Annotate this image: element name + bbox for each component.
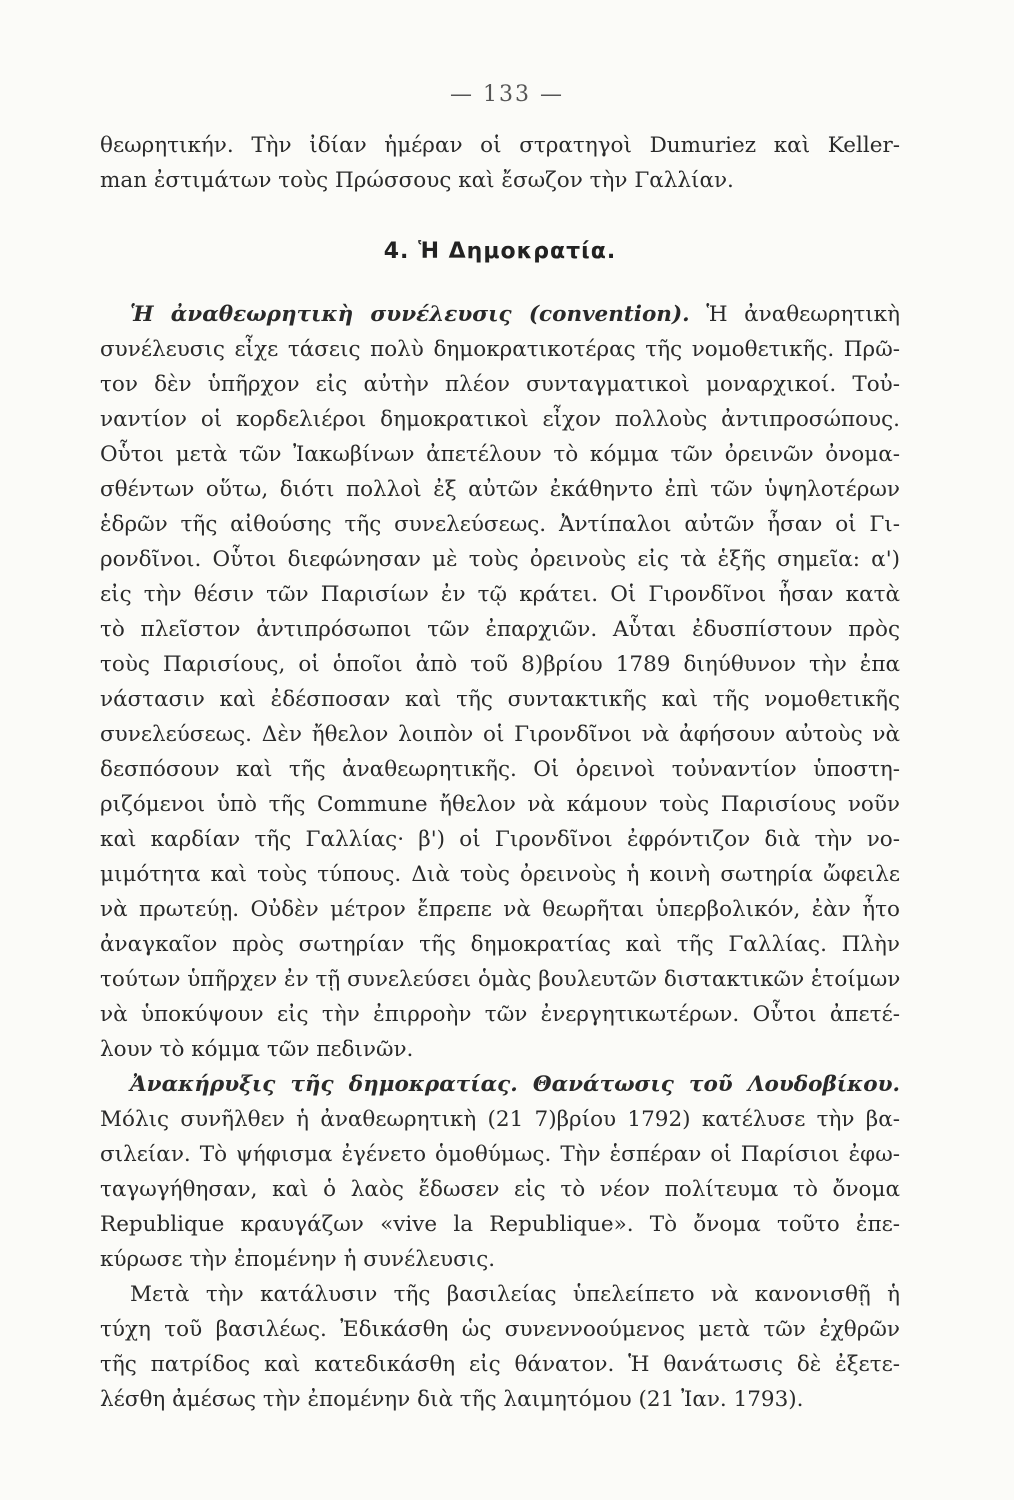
text-line: τοὺς Παρισίους, οἱ ὁποῖοι ἀπὸ τοῦ 8)βρίου 1789 διηύθυνον τὴν ἐπα xyxy=(100,652,900,677)
paragraph-lead-line xyxy=(100,1067,900,1102)
text-line: Μόλις συνῆλθεν ἡ ἀναθεωρητικὴ (21 7)βρίου 1792) κατέλυσε τὴν βα- xyxy=(100,1107,900,1132)
text-line: θεωρητικήν. Τὴν ἰδίαν ἡμέραν οἱ στρατηγοὶ Dumuriez καὶ Keller- xyxy=(100,133,900,158)
text-line: σιλείαν. Τὸ ψήφισμα ἐγένετο ὁμοθύμως. Τὴν ἑσπέραν οἱ Παρίσιοι ἐφω- xyxy=(100,1142,900,1167)
paragraph-lead-rest: Ἡ ἀναθεωρητικὴ xyxy=(689,302,900,327)
text-line: νὰ πρωτεύῃ. Οὐδὲν μέτρον ἔπρεπε νὰ θεωρῆται ὑπερβολικόν, ἐὰν ἦτο xyxy=(100,897,900,922)
text-line: δεσπόσουν καὶ τῆς ἀναθεωρητικῆς. Οἱ ὀρεινοὶ τοὐναντίον ὑποστη- xyxy=(100,757,900,782)
text-line: λουν τὸ κόμμα τῶν πεδινῶν. xyxy=(100,1037,414,1062)
text-line: καὶ καρδίαν τῆς Γαλλίας· β') οἱ Γιρονδῖνοι ἐφρόντιζον διὰ τὴν νο- xyxy=(100,827,900,852)
text-line: εἰς τὴν θέσιν τῶν Παρισίων ἐν τῷ κράτει. Οἱ Γιρονδῖνοι ἦσαν κατὰ xyxy=(100,582,900,607)
text-line: ταγωγήθησαν, καὶ ὁ λαὸς ἔδωσεν εἰς τὸ νέον πολίτευμα τὸ ὄνομα xyxy=(100,1177,900,1202)
text-line: συνελεύσεως. Δὲν ἤθελον λοιπὸν οἱ Γιρονδῖνοι νὰ ἀφήσουν αὐτοὺς νὰ xyxy=(100,722,900,747)
text-line: τούτων ὑπῆρχεν ἐν τῇ συνελεύσει ὁμὰς βουλευτῶν διστακτικῶν ἑτοίμων xyxy=(100,967,901,992)
text-line: συνέλευσις εἶχε τάσεις πολὺ δημοκρατικοτέρας τῆς νομοθετικῆς. Πρῶ- xyxy=(100,337,900,362)
section-heading: 4. Ἡ Δημοκρατία. xyxy=(383,239,617,264)
paragraph-lead-line xyxy=(100,297,900,332)
text-line: ριζόμενοι ὑπὸ τῆς Commune ἤθελον νὰ κάμουν τοὺς Παρισίους νοῦν xyxy=(100,792,900,817)
page-number: — 133 — xyxy=(450,82,564,107)
body-text xyxy=(100,128,900,1417)
text-line: Republique κραυγάζων «vive la Republique». Τὸ ὄνομα τοῦτο ἐπε- xyxy=(100,1212,900,1237)
text-line: τῆς πατρίδος καὶ κατεδικάσθη εἰς θάνατον. Ἡ θανάτωσις δὲ ἐξετε- xyxy=(100,1352,900,1377)
text-line: Οὗτοι μετὰ τῶν Ἰακωβίνων ἀπετέλουν τὸ κόμμα τῶν ὀρεινῶν ὀνομα- xyxy=(100,442,900,467)
text-line: νὰ ὑποκύψουν εἰς τὴν ἐπιρροὴν τῶν ἐνεργητικωτέρων. Οὗτοι ἀπετέ- xyxy=(100,1002,900,1027)
text-line: νάστασιν καὶ ἐδέσποσαν καὶ τῆς συντακτικῆς καὶ τῆς νομοθετικῆς xyxy=(100,687,900,712)
text-line: ἀναγκαῖον πρὸς σωτηρίαν τῆς δημοκρατίας καὶ τῆς Γαλλίας. Πλὴν xyxy=(100,932,900,957)
text-line: λέσθη ἀμέσως τὴν ἐπομένην διὰ τῆς λαιμητόμου (21 Ἰαν. 1793). xyxy=(100,1387,804,1412)
paragraph-lead: Ἡ ἀναθεωρητικὴ συνέλευσις (convention). xyxy=(130,302,690,327)
text-line: κύρωσε τὴν ἐπομένην ἡ συνέλευσις. xyxy=(100,1247,496,1272)
text-line: τύχη τοῦ βασιλέως. Ἐδικάσθη ὡς συνεννοούμενος μετὰ τῶν ἐχθρῶν xyxy=(100,1317,900,1342)
text-line: Μετὰ τὴν κατάλυσιν τῆς βασιλείας ὑπελείπετο νὰ κανονισθῇ ἡ xyxy=(130,1282,900,1307)
text-line: τὸ πλεῖστον ἀντιπρόσωποι τῶν ἐπαρχιῶν. Αὗται ἐδυσπίστουν πρὸς xyxy=(100,617,900,642)
text-line: ρονδῖνοι. Οὗτοι διεφώνησαν μὲ τοὺς ὀρεινοὺς εἰς τὰ ἑξῆς σημεῖα: α') xyxy=(100,547,900,572)
text-line: μιμότητα καὶ τοὺς τύπους. Διὰ τοὺς ὀρεινοὺς ἡ κοινὴ σωτηρία ὤφειλε xyxy=(100,862,900,887)
text-line: σθέντων οὕτω, διότι πολλοὶ ἐξ αὐτῶν ἐκάθηντο ἐπὶ τῶν ὑψηλοτέρων xyxy=(100,477,900,502)
text-line: ναντίον οἱ κορδελιέροι δημοκρατικοὶ εἶχον πολλοὺς ἀντιπροσώπους. xyxy=(100,407,900,432)
text-line: man ἐστιμάτων τοὺς Πρώσσους καὶ ἔσωζον τὴν Γαλλίαν. xyxy=(100,168,734,193)
text-line: τον δὲν ὑπῆρχον εἰς αὐτὴν πλέον συνταγματικοὶ μοναρχικοί. Τοὐ- xyxy=(100,372,900,397)
text-line: ἑδρῶν τῆς αἰθούσης τῆς συνελεύσεως. Ἀντίπαλοι αὐτῶν ἦσαν οἱ Γι- xyxy=(100,512,900,537)
paragraph-lead: Ἀνακήρυξις τῆς δημοκρατίας. Θανάτωσις τοῦ Λουδοβίκου. xyxy=(130,1072,900,1097)
